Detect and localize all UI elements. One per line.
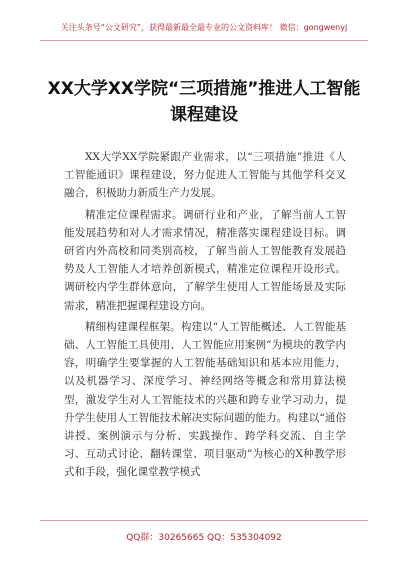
paragraph-intro: XX大学XX学院紧跟产业需求，以“三项措施”推进《人工智能通识》课程建设，努力促进人工智能与其他学科交叉融合，积极助力新质生产力发展。	[64, 151, 346, 200]
document-body	[64, 148, 346, 485]
header-banner: 关注头条号“公文研究”，获得最新最全最专业的公文资料库！ 微信：gongwenyj	[60, 23, 348, 32]
header-divider	[40, 40, 368, 41]
footer-divider	[40, 520, 368, 521]
paragraph-course-needs: 精准定位课程需求。调研行业和产业，了解当前人工智能发展趋势和对人才需求情况，精准落实课程建设目标。调研省内外高校和同类别高校，了解当前人工智能教育发展趋势及人工智能人才培养创新模式，精准定位课程开设形式。调研校内学生群体意向，了解学生使用人工智能场景及实际需求，精准把握课程建设方向。	[64, 208, 346, 312]
footer-contact: QQ群：30265665 QQ：535304092	[126, 533, 282, 543]
document-title: XX大学XX学院“三项措施”推进人工智能课程建设	[47, 79, 361, 125]
paragraph-course-framework: 精细构建课程框架。构建以“人工智能概述、人工智能基础、人工智能工具使用、人工智能应用案例”为模块的教学内容，明确学生要掌握的人工智能基础知识和基本应用能力，以及机器学习、深度学习、神经网络等概念和常用算法模型，激发学生对人工智能技术的兴趣和跨专业学习动力，提升学生使用人工智能技术解决实际问题的能力。构建以“通俗讲授、案例演示与分析、实践操作、跨学科交流、自主学习、互动式讨论、翻转课堂、项目驱动”为核心的X种教学形式和手段，强化课堂教学模式	[64, 320, 346, 479]
